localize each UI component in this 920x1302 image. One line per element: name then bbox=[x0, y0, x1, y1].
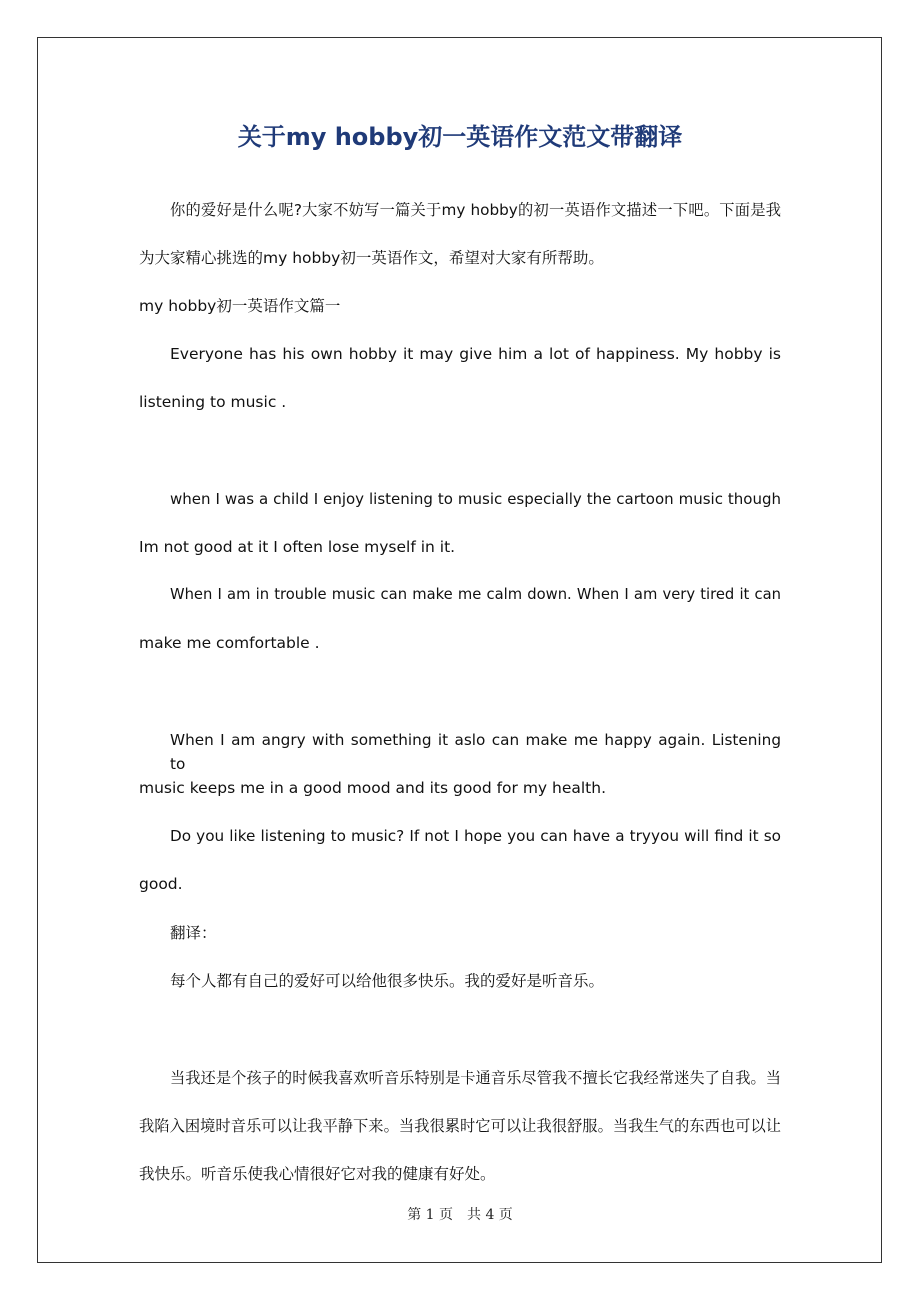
paragraph-line: Im not good at it I often lose myself in it. bbox=[139, 538, 456, 556]
paragraph-line: 我陷入困境时音乐可以让我平静下来。当我很累时它可以让我很舒服。当我生气的东西也可以让 bbox=[139, 1117, 781, 1135]
paragraph-line: When I am in trouble music can make me calm down. When I am very tired it can bbox=[170, 586, 781, 603]
paragraph-line: make me comfortable . bbox=[139, 634, 320, 652]
paragraph-line: when I was a child I enjoy listening to music especially the cartoon music though bbox=[170, 490, 781, 508]
document-title: 关于my hobby初一英语作文范文带翻译 bbox=[237, 123, 683, 151]
paragraph-line: 我快乐。听音乐使我心情很好它对我的健康有好处。 bbox=[139, 1165, 496, 1183]
page-footer bbox=[0, 1205, 920, 1225]
paragraph-line: listening to music . bbox=[139, 393, 287, 411]
paragraph-line: good. bbox=[139, 875, 183, 893]
paragraph-line: When I am angry with something it aslo can make me happy again. Listening to bbox=[170, 731, 781, 773]
paragraph-line: music keeps me in a good mood and its good for my health. bbox=[139, 779, 607, 797]
page-total: 共 4 页 bbox=[467, 1207, 513, 1223]
paragraph-line: 当我还是个孩子的时候我喜欢听音乐特别是卡通音乐尽管我不擅长它我经常迷失了自我。当 bbox=[170, 1069, 781, 1087]
paragraph-line: Everyone has his own hobby it may give him a lot of happiness. My hobby is bbox=[170, 345, 781, 363]
translation-label: 翻译： bbox=[170, 924, 217, 942]
paragraph-line: Do you like listening to music? If not I hope you can have a tryyou will find it so bbox=[170, 827, 781, 845]
paragraph-line: 你的爱好是什么呢?大家不妨写一篇关于my hobby的初一英语作文描述一下吧。下面是我 bbox=[170, 201, 781, 219]
paragraph-line: 每个人都有自己的爱好可以给他很多快乐。我的爱好是听音乐。 bbox=[170, 972, 605, 990]
section-heading: my hobby初一英语作文篇一 bbox=[139, 297, 341, 315]
page-number: 第 1 页 bbox=[407, 1207, 453, 1223]
paragraph-line: 为大家精心挑选的my hobby初一英语作文，希望对大家有所帮助。 bbox=[139, 249, 604, 267]
